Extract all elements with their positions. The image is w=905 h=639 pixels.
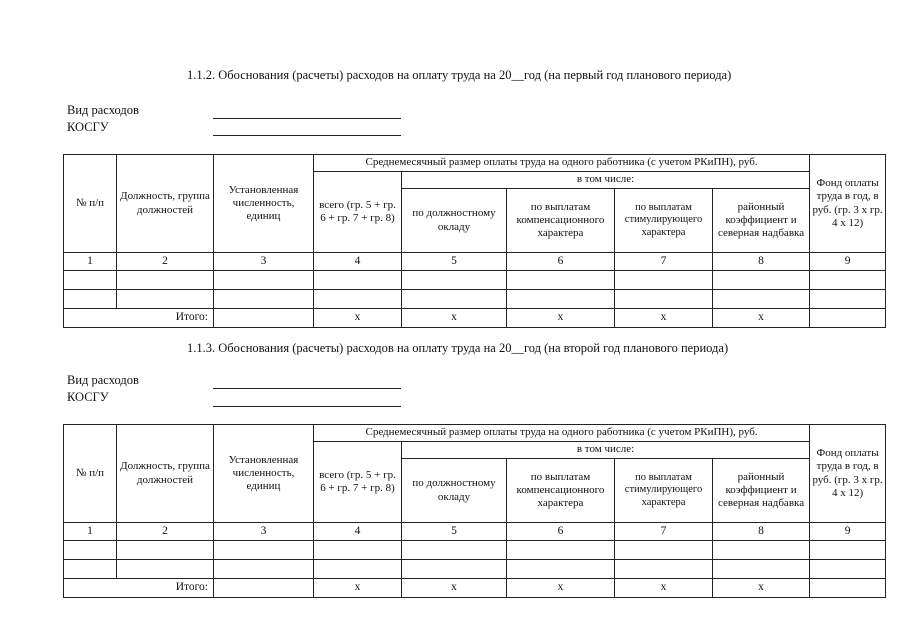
table-row: [64, 290, 886, 309]
table-row: [64, 560, 886, 579]
table-cell[interactable]: [214, 271, 314, 290]
table-cell[interactable]: [117, 290, 214, 309]
header-including: в том числе:: [402, 442, 810, 459]
table-cell[interactable]: [402, 271, 507, 290]
header-staff-count: Установленная численность, единиц: [214, 425, 314, 523]
salary-table-1: [63, 154, 886, 328]
table-cell[interactable]: [713, 541, 810, 560]
table-cell[interactable]: [117, 560, 214, 579]
expense-type-label: Вид расходов: [67, 373, 139, 387]
total-cell: x: [402, 309, 507, 328]
column-number: 4: [314, 523, 402, 541]
column-number: 9: [810, 523, 886, 541]
header-total: всего (гр. 5 + гр. 6 + гр. 7 + гр. 8): [314, 172, 402, 253]
table-cell[interactable]: [615, 560, 713, 579]
table-cell[interactable]: [507, 541, 615, 560]
total-cell: x: [507, 309, 615, 328]
section-2-heading: 1.1.3. Обоснования (расчеты) расходов на оплату труда на 20__год (на второй год планового периода): [187, 341, 729, 355]
kosgu-field[interactable]: [213, 135, 401, 136]
header-position: Должность, группа должностей: [117, 425, 214, 523]
column-number: 1: [64, 523, 117, 541]
header-annual-fund: Фонд оплаты труда в год, в руб. (гр. 3 х гр. 4 х 12): [810, 425, 886, 523]
table-cell[interactable]: [507, 560, 615, 579]
column-number: 3: [214, 523, 314, 541]
table-cell[interactable]: [810, 541, 886, 560]
table-cell[interactable]: [402, 541, 507, 560]
table-cell[interactable]: [214, 541, 314, 560]
section-1-heading: 1.1.2. Обоснования (расчеты) расходов на оплату труда на 20__год (на первый год планового периода): [187, 68, 732, 82]
salary-table-2: [63, 424, 886, 598]
table-cell[interactable]: [713, 271, 810, 290]
kosgu-field[interactable]: [213, 406, 401, 407]
table-cell[interactable]: [713, 290, 810, 309]
total-cell[interactable]: [810, 309, 886, 328]
total-cell: x: [507, 579, 615, 598]
kosgu-label: КОСГУ: [67, 390, 109, 404]
header-by-incentive: по выплатам стимулирующего характера: [615, 459, 713, 523]
table-cell[interactable]: [402, 560, 507, 579]
column-numbers-row: [64, 253, 886, 271]
column-number: 6: [507, 253, 615, 271]
header-position: Должность, группа должностей: [117, 155, 214, 253]
table-cell[interactable]: [507, 271, 615, 290]
column-number: 7: [615, 523, 713, 541]
total-cell: x: [615, 579, 713, 598]
header-including: в том числе:: [402, 172, 810, 189]
column-number: 1: [64, 253, 117, 271]
total-row: [64, 579, 886, 598]
table-cell[interactable]: [214, 560, 314, 579]
total-cell[interactable]: [214, 309, 314, 328]
total-cell: x: [713, 309, 810, 328]
table-cell[interactable]: [615, 271, 713, 290]
total-cell: x: [314, 579, 402, 598]
expense-type-label: Вид расходов: [67, 103, 139, 117]
header-annual-fund: Фонд оплаты труда в год, в руб. (гр. 3 х гр. 4 х 12): [810, 155, 886, 253]
kosgu-label: КОСГУ: [67, 120, 109, 134]
expense-type-field[interactable]: [213, 118, 401, 119]
total-label: Итого:: [64, 579, 214, 598]
total-cell: x: [402, 579, 507, 598]
column-number: 7: [615, 253, 713, 271]
expense-type-field[interactable]: [213, 388, 401, 389]
column-number: 8: [713, 523, 810, 541]
header-by-compensation: по выплатам компенсационного характера: [507, 459, 615, 523]
table-cell[interactable]: [117, 541, 214, 560]
header-avg-salary: Среднемесячный размер оплаты труда на одного работника (с учетом РКиПН), руб.: [314, 425, 810, 442]
header-total: всего (гр. 5 + гр. 6 + гр. 7 + гр. 8): [314, 442, 402, 523]
total-label: Итого:: [64, 309, 214, 328]
column-number: 2: [117, 523, 214, 541]
column-numbers-row: [64, 523, 886, 541]
table-cell[interactable]: [314, 541, 402, 560]
table-cell[interactable]: [615, 541, 713, 560]
table-cell[interactable]: [615, 290, 713, 309]
header-staff-count: Установленная численность, единиц: [214, 155, 314, 253]
total-cell: x: [314, 309, 402, 328]
table-cell[interactable]: [64, 560, 117, 579]
header-avg-salary: Среднемесячный размер оплаты труда на одного работника (с учетом РКиПН), руб.: [314, 155, 810, 172]
column-number: 2: [117, 253, 214, 271]
table-cell[interactable]: [117, 271, 214, 290]
total-cell: x: [713, 579, 810, 598]
column-number: 3: [214, 253, 314, 271]
column-number: 5: [402, 253, 507, 271]
table-cell[interactable]: [810, 560, 886, 579]
table-cell[interactable]: [214, 290, 314, 309]
total-cell: x: [615, 309, 713, 328]
table-cell[interactable]: [64, 271, 117, 290]
table-cell[interactable]: [713, 560, 810, 579]
column-number: 8: [713, 253, 810, 271]
total-cell[interactable]: [214, 579, 314, 598]
total-row: [64, 309, 886, 328]
column-number: 9: [810, 253, 886, 271]
table-cell[interactable]: [314, 271, 402, 290]
table-cell[interactable]: [810, 271, 886, 290]
header-by-compensation: по выплатам компенсационного характера: [507, 189, 615, 253]
table-cell[interactable]: [810, 290, 886, 309]
header-by-regional: районный коэффициент и северная надбавка: [713, 189, 810, 253]
table-cell[interactable]: [64, 290, 117, 309]
column-number: 4: [314, 253, 402, 271]
table-cell[interactable]: [507, 290, 615, 309]
header-by-incentive: по выплатам стимулирующего характера: [615, 189, 713, 253]
table-row: [64, 541, 886, 560]
header-by-regional: районный коэффициент и северная надбавка: [713, 459, 810, 523]
column-number: 6: [507, 523, 615, 541]
header-num: № п/п: [64, 425, 117, 523]
table-cell[interactable]: [314, 290, 402, 309]
header-by-salary: по должностному окладу: [402, 189, 507, 253]
table-cell[interactable]: [402, 290, 507, 309]
table-cell[interactable]: [64, 541, 117, 560]
table-row: [64, 271, 886, 290]
column-number: 5: [402, 523, 507, 541]
header-by-salary: по должностному окладу: [402, 459, 507, 523]
header-num: № п/п: [64, 155, 117, 253]
total-cell[interactable]: [810, 579, 886, 598]
table-cell[interactable]: [314, 560, 402, 579]
